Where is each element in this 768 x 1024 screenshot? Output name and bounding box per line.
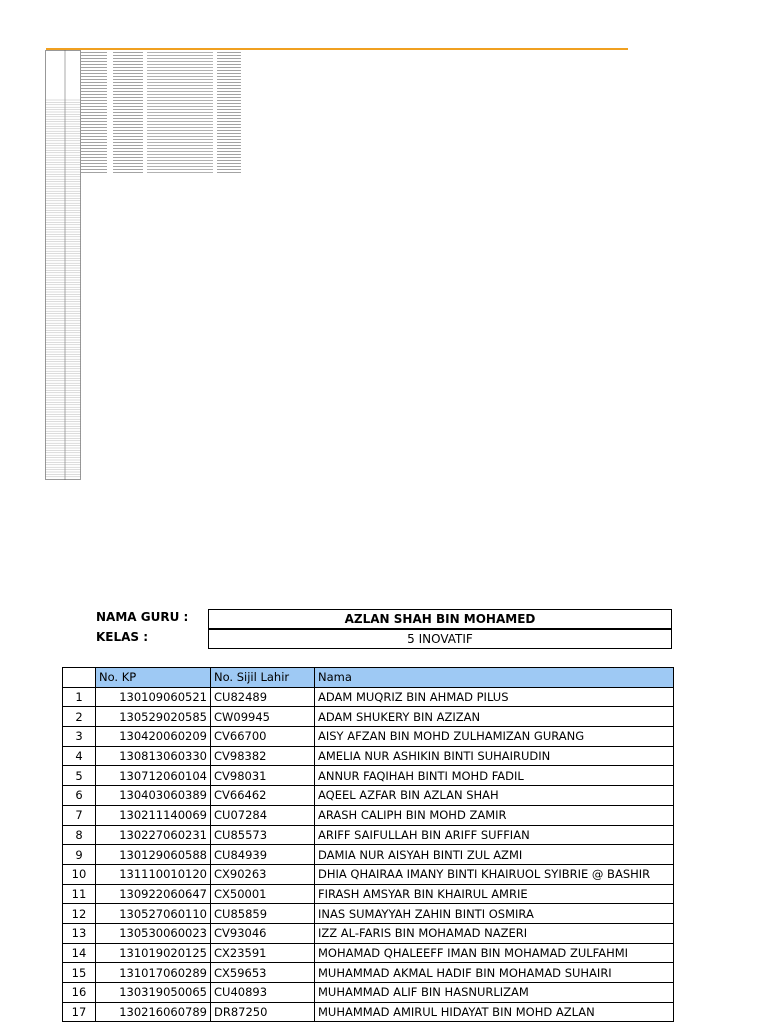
sijil-cell: CV98382 bbox=[211, 746, 315, 766]
table-row bbox=[63, 1002, 674, 1022]
table-row bbox=[63, 687, 674, 707]
mini-sheet-text-line bbox=[147, 88, 213, 89]
mini-sheet-text-line bbox=[113, 148, 143, 149]
nama-cell: MUHAMMAD AKMAL HADIF BIN MOHAMAD SUHAIRI bbox=[315, 963, 674, 983]
kp-cell: 130211140069 bbox=[96, 805, 211, 825]
mini-sheet-text-line bbox=[81, 67, 107, 68]
mini-sheet-text-line bbox=[147, 58, 213, 59]
mini-sheet-text-line bbox=[81, 145, 107, 146]
mini-sheet-text-line bbox=[147, 160, 213, 161]
sijil-cell: CV93046 bbox=[211, 923, 315, 943]
mini-sheet-text-line bbox=[113, 70, 143, 71]
mini-sheet-text-line bbox=[147, 64, 213, 65]
mini-sheet-text-line bbox=[217, 58, 241, 59]
mini-sheet-text-line bbox=[147, 136, 213, 137]
mini-sheet-text-line bbox=[113, 151, 143, 152]
mini-sheet-text-line bbox=[81, 169, 107, 170]
mini-sheet-text-line bbox=[217, 172, 241, 173]
mini-sheet-text-line bbox=[113, 94, 143, 95]
mini-sheet-text-line bbox=[147, 142, 213, 143]
mini-sheet-text-line bbox=[81, 106, 107, 107]
mini-sheet-text-line bbox=[147, 73, 213, 74]
mini-sheet-text-line bbox=[147, 52, 213, 53]
table-header-row bbox=[63, 668, 674, 688]
row-number-cell: 1 bbox=[63, 687, 96, 707]
mini-sheet-text-line bbox=[81, 73, 107, 74]
row-number-cell: 17 bbox=[63, 1002, 96, 1022]
mini-sheet-text-line bbox=[113, 103, 143, 104]
mini-sheet-text-line bbox=[217, 121, 241, 122]
mini-sheet-text-line bbox=[81, 64, 107, 65]
mini-sheet-text-line bbox=[147, 70, 213, 71]
mini-sheet-text-line bbox=[113, 118, 143, 119]
mini-sheet-text-line bbox=[217, 127, 241, 128]
row-number-cell: 11 bbox=[63, 884, 96, 904]
row-number-cell: 3 bbox=[63, 727, 96, 747]
mini-sheet-text-line bbox=[217, 136, 241, 137]
mini-sheet-text-line bbox=[217, 67, 241, 68]
nama-cell: AMELIA NUR ASHIKIN BINTI SUHAIRUDIN bbox=[315, 746, 674, 766]
mini-sheet-text-line bbox=[113, 106, 143, 107]
mini-sheet-text-line bbox=[113, 121, 143, 122]
mini-sheet-text-line bbox=[81, 55, 107, 56]
table-row bbox=[63, 963, 674, 983]
mini-sheet-border bbox=[46, 51, 81, 480]
mini-sheet-text-line bbox=[113, 97, 143, 98]
mini-sheet-text-line bbox=[81, 70, 107, 71]
mini-sheet-text-line bbox=[147, 172, 213, 173]
kp-cell: 130319050065 bbox=[96, 983, 211, 1003]
sijil-cell: CU82489 bbox=[211, 687, 315, 707]
table-row bbox=[63, 923, 674, 943]
mini-sheet-text-line bbox=[217, 61, 241, 62]
mini-sheet-text-line bbox=[81, 124, 107, 125]
col-header-nama: Nama bbox=[315, 668, 674, 688]
mini-sheet-text-line bbox=[217, 85, 241, 86]
sijil-cell: CW09945 bbox=[211, 707, 315, 727]
mini-sheet-text-line bbox=[81, 172, 107, 173]
mini-sheet-text-line bbox=[81, 127, 107, 128]
mini-sheet-text-line bbox=[147, 148, 213, 149]
table-row bbox=[63, 943, 674, 963]
mini-sheet-text-line bbox=[147, 166, 213, 167]
kp-cell: 130129060588 bbox=[96, 845, 211, 865]
mini-sheet-text-line bbox=[147, 124, 213, 125]
nama-cell: ANNUR FAQIHAH BINTI MOHD FADIL bbox=[315, 766, 674, 786]
mini-sheet-text-line bbox=[81, 157, 107, 158]
row-number-cell: 9 bbox=[63, 845, 96, 865]
row-number-cell: 16 bbox=[63, 983, 96, 1003]
mini-sheet-text-line bbox=[113, 112, 143, 113]
mini-sheet-text-line bbox=[147, 76, 213, 77]
nama-cell: IZZ AL-FARIS BIN MOHAMAD NAZERI bbox=[315, 923, 674, 943]
sijil-cell: DR87250 bbox=[211, 1002, 315, 1022]
kp-cell: 130227060231 bbox=[96, 825, 211, 845]
kp-cell: 130403060389 bbox=[96, 786, 211, 806]
table-row bbox=[63, 904, 674, 924]
mini-sheet-text-line bbox=[113, 160, 143, 161]
nama-cell: AQEEL AZFAR BIN AZLAN SHAH bbox=[315, 786, 674, 806]
mini-sheet-text-line bbox=[217, 70, 241, 71]
mini-sheet-text-line bbox=[113, 136, 143, 137]
mini-sheet-text-line bbox=[81, 52, 107, 53]
mini-sheet-text-line bbox=[113, 79, 143, 80]
mini-sheet-text-line bbox=[217, 115, 241, 116]
kp-cell: 130529020585 bbox=[96, 707, 211, 727]
mini-sheet-text-line bbox=[81, 91, 107, 92]
row-number-cell: 4 bbox=[63, 746, 96, 766]
table-row bbox=[63, 805, 674, 825]
sijil-cell: CX59653 bbox=[211, 963, 315, 983]
mini-sheet-text-line bbox=[81, 58, 107, 59]
mini-sheet-text-line bbox=[113, 58, 143, 59]
mini-sheet-text-line bbox=[147, 157, 213, 158]
row-number-cell: 2 bbox=[63, 707, 96, 727]
mini-sheet-text-line bbox=[217, 91, 241, 92]
mini-sheet-text-line bbox=[217, 130, 241, 131]
mini-sheet-text-line bbox=[217, 154, 241, 155]
mini-sheet-text-line bbox=[147, 163, 213, 164]
mini-sheet-text-line bbox=[81, 85, 107, 86]
mini-sheet-text-line bbox=[147, 115, 213, 116]
mini-sheet-text-line bbox=[81, 160, 107, 161]
mini-sheet-text-line bbox=[113, 139, 143, 140]
sijil-cell: CV66700 bbox=[211, 727, 315, 747]
mini-sheet-text-line bbox=[217, 100, 241, 101]
mini-sheet-text-line bbox=[81, 76, 107, 77]
mini-sheet-text-line bbox=[81, 61, 107, 62]
mini-sheet-text-line bbox=[113, 172, 143, 173]
table-row bbox=[63, 707, 674, 727]
mini-sheet-text-line bbox=[147, 130, 213, 131]
row-number-cell: 15 bbox=[63, 963, 96, 983]
kp-cell: 130527060110 bbox=[96, 904, 211, 924]
mini-sheet-text-line bbox=[81, 109, 107, 110]
mini-sheet-text-line bbox=[217, 118, 241, 119]
mini-sheet-text-line bbox=[217, 106, 241, 107]
mini-sheet-text-line bbox=[81, 103, 107, 104]
mini-sheet-text-line bbox=[81, 94, 107, 95]
nama-cell: ARASH CALIPH BIN MOHD ZAMIR bbox=[315, 805, 674, 825]
nama-cell: MUHAMMAD AMIRUL HIDAYAT BIN MOHD AZLAN bbox=[315, 1002, 674, 1022]
table-row bbox=[63, 845, 674, 865]
mini-sheet-text-line bbox=[113, 109, 143, 110]
kp-cell: 131017060289 bbox=[96, 963, 211, 983]
table-row bbox=[63, 864, 674, 884]
table-row bbox=[63, 983, 674, 1003]
mini-sheet-text-line bbox=[147, 97, 213, 98]
mini-sheet-text-line bbox=[217, 145, 241, 146]
nama-cell: ADAM MUQRIZ BIN AHMAD PILUS bbox=[315, 687, 674, 707]
guru-label: NAMA GURU : bbox=[96, 610, 189, 624]
mini-sheet-text-line bbox=[217, 112, 241, 113]
mini-sheet-text-line bbox=[217, 166, 241, 167]
mini-sheet-text-line bbox=[81, 97, 107, 98]
kelas-value-box: 5 INOVATIF bbox=[208, 629, 672, 649]
mini-sheet-text-line bbox=[217, 142, 241, 143]
mini-sheet-text-line bbox=[147, 151, 213, 152]
mini-sheet-text-line bbox=[81, 100, 107, 101]
mini-sheet-text-line bbox=[81, 115, 107, 116]
mini-sheet-text-line bbox=[81, 139, 107, 140]
mini-sheet-text-line bbox=[81, 121, 107, 122]
mini-sheet-text-line bbox=[147, 169, 213, 170]
mini-sheet-text-line bbox=[217, 109, 241, 110]
table-row bbox=[63, 746, 674, 766]
mini-sheet-text-line bbox=[113, 76, 143, 77]
row-number-cell: 5 bbox=[63, 766, 96, 786]
sijil-cell: CX90263 bbox=[211, 864, 315, 884]
mini-sheet-text-line bbox=[147, 127, 213, 128]
mini-sheet-text-line bbox=[113, 91, 143, 92]
nama-cell: MUHAMMAD ALIF BIN HASNURLIZAM bbox=[315, 983, 674, 1003]
table-row bbox=[63, 786, 674, 806]
mini-sheet-text-line bbox=[81, 88, 107, 89]
col-header-sijil: No. Sijil Lahir bbox=[211, 668, 315, 688]
mini-sheet-text-line bbox=[113, 61, 143, 62]
kp-cell: 131110010120 bbox=[96, 864, 211, 884]
nama-cell: DAMIA NUR AISYAH BINTI ZUL AZMI bbox=[315, 845, 674, 865]
mini-sheet-text-line bbox=[217, 157, 241, 158]
kp-cell: 130109060521 bbox=[96, 687, 211, 707]
mini-sheet-text-line bbox=[147, 61, 213, 62]
mini-sheet-text-line bbox=[81, 112, 107, 113]
mini-sheet-text-line bbox=[217, 94, 241, 95]
mini-sheet-text-line bbox=[81, 130, 107, 131]
mini-sheet-text-line bbox=[217, 163, 241, 164]
mini-sheet-text-line bbox=[113, 169, 143, 170]
mini-sheet-text-line bbox=[217, 79, 241, 80]
thumbnail-spreadsheet-preview bbox=[45, 50, 245, 480]
kp-cell: 130922060647 bbox=[96, 884, 211, 904]
mini-sheet-text-line bbox=[217, 88, 241, 89]
mini-sheet-text-line bbox=[113, 73, 143, 74]
kp-cell: 130216060789 bbox=[96, 1002, 211, 1022]
mini-sheet-text-line bbox=[217, 133, 241, 134]
sijil-cell: CX50001 bbox=[211, 884, 315, 904]
mini-sheet-text-line bbox=[217, 151, 241, 152]
mini-sheet-text-line bbox=[81, 79, 107, 80]
mini-sheet-text-line bbox=[113, 124, 143, 125]
mini-sheet-text-line bbox=[113, 133, 143, 134]
mini-sheet-text-line bbox=[217, 52, 241, 53]
sijil-cell: CU85859 bbox=[211, 904, 315, 924]
mini-sheet-text-line bbox=[147, 154, 213, 155]
mini-sheet-text-line bbox=[217, 82, 241, 83]
mini-sheet-text-line bbox=[147, 82, 213, 83]
mini-sheet-text-line bbox=[81, 151, 107, 152]
kp-cell: 130712060104 bbox=[96, 766, 211, 786]
nama-cell: ADAM SHUKERY BIN AZIZAN bbox=[315, 707, 674, 727]
table-row bbox=[63, 766, 674, 786]
mini-sheet-text-line bbox=[81, 148, 107, 149]
row-number-cell: 10 bbox=[63, 864, 96, 884]
mini-sheet-text-line bbox=[147, 103, 213, 104]
mini-sheet-text-line bbox=[147, 79, 213, 80]
mini-sheet-text-line bbox=[147, 100, 213, 101]
mini-sheet-text-line bbox=[147, 145, 213, 146]
row-number-cell: 8 bbox=[63, 825, 96, 845]
nama-cell: MOHAMAD QHALEEFF IMAN BIN MOHAMAD ZULFAHMI bbox=[315, 943, 674, 963]
kp-cell: 130813060330 bbox=[96, 746, 211, 766]
table-row bbox=[63, 884, 674, 904]
col-header-kp: No. KP bbox=[96, 668, 211, 688]
kp-cell: 131019020125 bbox=[96, 943, 211, 963]
row-number-cell: 7 bbox=[63, 805, 96, 825]
mini-sheet-text-line bbox=[113, 52, 143, 53]
mini-sheet-text-line bbox=[147, 109, 213, 110]
mini-sheet-text-line bbox=[217, 169, 241, 170]
sijil-cell: CU84939 bbox=[211, 845, 315, 865]
mini-sheet-text-line bbox=[217, 103, 241, 104]
mini-sheet-text-line bbox=[147, 85, 213, 86]
row-number-cell: 12 bbox=[63, 904, 96, 924]
mini-sheet-text-line bbox=[113, 142, 143, 143]
mini-sheet-text-line bbox=[147, 67, 213, 68]
nama-cell: FIRASH AMSYAR BIN KHAIRUL AMRIE bbox=[315, 884, 674, 904]
mini-sheet-text-line bbox=[147, 133, 213, 134]
mini-sheet-text-line bbox=[113, 157, 143, 158]
mini-sheet-text-line bbox=[81, 154, 107, 155]
mini-sheet-text-line bbox=[147, 55, 213, 56]
mini-sheet-text-line bbox=[113, 82, 143, 83]
mini-sheet-text-line bbox=[81, 163, 107, 164]
student-table bbox=[62, 667, 674, 1022]
row-number-cell: 6 bbox=[63, 786, 96, 806]
kelas-label: KELAS : bbox=[96, 630, 149, 644]
mini-sheet-text-line bbox=[113, 88, 143, 89]
row-number-cell: 13 bbox=[63, 923, 96, 943]
mini-sheet-text-line bbox=[147, 112, 213, 113]
table-row bbox=[63, 727, 674, 747]
mini-sheet-text-line bbox=[217, 76, 241, 77]
mini-sheet-text-line bbox=[147, 94, 213, 95]
mini-sheet-text-line bbox=[217, 139, 241, 140]
nama-cell: DHIA QHAIRAA IMANY BINTI KHAIRUOL SYIBRIE @ BASHIR bbox=[315, 864, 674, 884]
sijil-cell: CV66462 bbox=[211, 786, 315, 806]
row-number-cell: 14 bbox=[63, 943, 96, 963]
mini-sheet-text-line bbox=[113, 130, 143, 131]
table-row bbox=[63, 825, 674, 845]
sijil-cell: CX23591 bbox=[211, 943, 315, 963]
mini-sheet-text-line bbox=[217, 55, 241, 56]
kp-cell: 130420060209 bbox=[96, 727, 211, 747]
mini-sheet-text-line bbox=[217, 160, 241, 161]
col-header-no bbox=[63, 668, 96, 688]
mini-sheet-text-line bbox=[113, 163, 143, 164]
mini-sheet-text-line bbox=[113, 154, 143, 155]
mini-sheet-text-line bbox=[81, 118, 107, 119]
nama-cell: AISY AFZAN BIN MOHD ZULHAMIZAN GURANG bbox=[315, 727, 674, 747]
sijil-cell: CU40893 bbox=[211, 983, 315, 1003]
mini-sheet-text-line bbox=[113, 85, 143, 86]
mini-sheet-text-line bbox=[113, 166, 143, 167]
kp-cell: 130530060023 bbox=[96, 923, 211, 943]
sijil-cell: CV98031 bbox=[211, 766, 315, 786]
mini-sheet-text-line bbox=[147, 121, 213, 122]
mini-sheet-text-line bbox=[217, 64, 241, 65]
guru-name-box: AZLAN SHAH BIN MOHAMED bbox=[208, 609, 672, 629]
mini-sheet-text-line bbox=[217, 97, 241, 98]
mini-sheet-text-line bbox=[147, 118, 213, 119]
mini-sheet-text-line bbox=[113, 100, 143, 101]
mini-sheet-text-line bbox=[147, 91, 213, 92]
mini-sheet-text-line bbox=[113, 64, 143, 65]
mini-sheet-text-line bbox=[81, 82, 107, 83]
mini-sheet-text-line bbox=[147, 139, 213, 140]
mini-sheet-text-line bbox=[217, 124, 241, 125]
mini-sheet-text-line bbox=[147, 106, 213, 107]
mini-sheet-text-line bbox=[113, 127, 143, 128]
mini-sheet-text-line bbox=[113, 145, 143, 146]
mini-sheet-text-line bbox=[217, 148, 241, 149]
sijil-cell: CU85573 bbox=[211, 825, 315, 845]
nama-cell: ARIFF SAIFULLAH BIN ARIFF SUFFIAN bbox=[315, 825, 674, 845]
mini-sheet-text-line bbox=[81, 133, 107, 134]
mini-sheet-text-line bbox=[113, 67, 143, 68]
mini-sheet-text-line bbox=[113, 115, 143, 116]
sijil-cell: CU07284 bbox=[211, 805, 315, 825]
nama-cell: INAS SUMAYYAH ZAHIN BINTI OSMIRA bbox=[315, 904, 674, 924]
mini-sheet-text-line bbox=[81, 136, 107, 137]
mini-sheet-text-line bbox=[81, 142, 107, 143]
mini-sheet-text-line bbox=[113, 55, 143, 56]
mini-sheet-text-line bbox=[81, 166, 107, 167]
mini-sheet-text-line bbox=[217, 73, 241, 74]
